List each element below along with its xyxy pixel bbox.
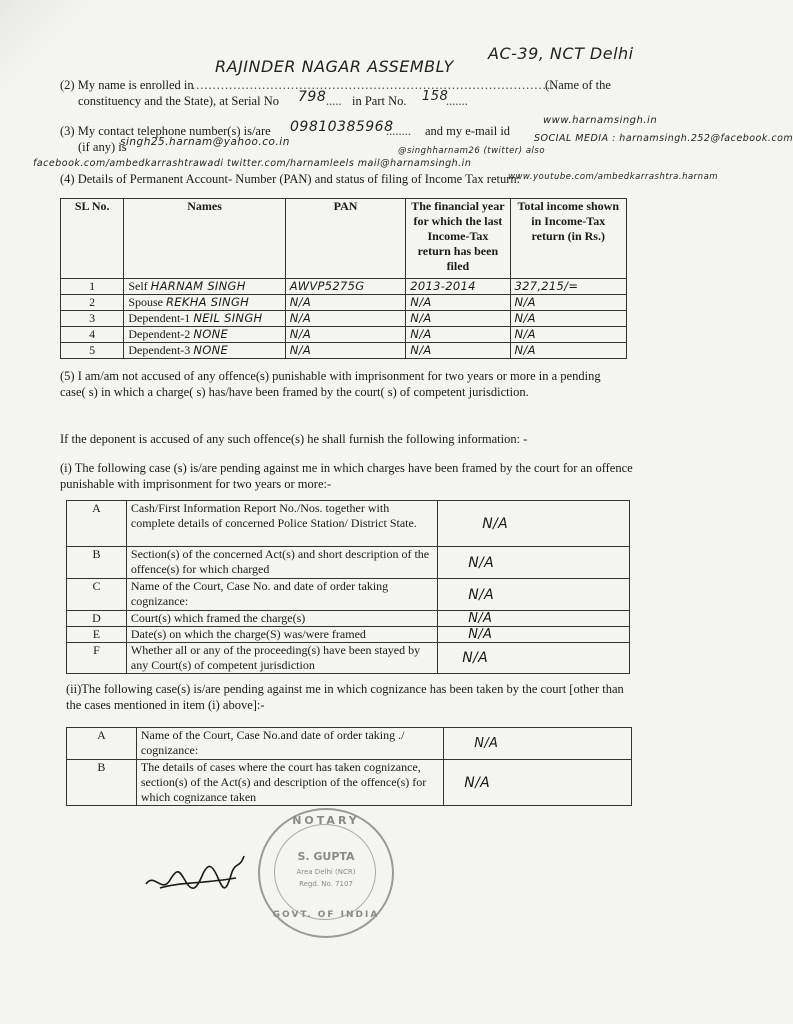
sl-cell: 5 <box>61 343 124 359</box>
row-description: Whether all or any of the proceeding(s) have been stayed by any Court(s) of competent jurisdiction <box>126 643 437 674</box>
notary-seal <box>258 808 394 938</box>
table-row <box>61 311 627 327</box>
seal-name: S. GUPTA <box>297 850 355 863</box>
name-cell <box>124 343 285 359</box>
seal-area: Area Delhi (NCR) <box>296 868 356 876</box>
pan-cell: AWVP5275G <box>285 279 406 295</box>
relation-label: Dependent-2 <box>128 327 191 341</box>
section-ii-heading: (ii)The following case(s) is/are pending against me in which cognizance has been taken by the court [other than the cases mentioned in item (i) above]:- <box>66 682 624 712</box>
table-row <box>67 547 630 579</box>
social-handwritten: SOCIAL MEDIA : harnamsingh.252@facebook.com <box>534 133 793 144</box>
row-key: E <box>67 627 127 643</box>
sl-cell: 3 <box>61 311 124 327</box>
part-label: in Part No. <box>352 94 407 108</box>
income-cell: N/A <box>510 311 627 327</box>
sl-cell: 2 <box>61 295 124 311</box>
row-key: A <box>67 501 127 547</box>
twitter-handwritten: @singhharnam26 (twitter) also <box>398 146 546 156</box>
item2-label: (2) My name is enrolled in <box>60 78 194 92</box>
row-key: F <box>67 643 127 674</box>
row-value: N/A <box>438 627 630 643</box>
dotted-line: ..... <box>326 94 342 108</box>
income-cell: N/A <box>510 295 627 311</box>
row-key: A <box>67 728 137 760</box>
income-cell: N/A <box>510 327 627 343</box>
col-financial-year: The financial year for which the last Income-Tax return has been filed <box>406 199 510 279</box>
phone-handwritten: 09810385968 <box>290 119 394 135</box>
income-cell: N/A <box>510 343 627 359</box>
row-value: N/A <box>438 579 630 611</box>
row-value: N/A <box>438 501 630 547</box>
charges-table <box>66 500 630 674</box>
state-handwritten: AC-39, NCT Delhi <box>488 44 634 63</box>
person-name: NONE <box>193 343 229 357</box>
income-cell: 327,215/= <box>510 279 627 295</box>
col-sl-no: SL No. <box>61 199 124 279</box>
email-handwritten: singh25.harnam@yahoo.co.in <box>120 136 290 148</box>
table-row <box>61 343 627 359</box>
relation-label: Dependent-1 <box>128 311 191 325</box>
table-row <box>67 643 630 674</box>
item5-text: (5) I am/am not accused of any offence(s) punishable with imprisonment for two years or more in a pending case( s) in which a charge( s) has/have been framed by the court( s) of competent jurisdiction. <box>60 369 601 399</box>
section-i-heading: (i) The following case (s) is/are pending against me in which charges have been framed by the court for an offence punishable with imprisonment for two years or more:- <box>60 461 633 491</box>
website-handwritten: www.harnamsingh.in <box>543 115 658 126</box>
row-description: Name of the Court, Case No. and date of order taking cognizance: <box>126 579 437 611</box>
sl-cell: 4 <box>61 327 124 343</box>
pan-table <box>60 198 627 359</box>
social-links-handwritten: facebook.com/ambedkarrashtrawadi twitter.com/harnamleels mail@harnamsingh.in <box>33 158 472 169</box>
item3-label: (3) My contact telephone number(s) is/are <box>60 124 271 138</box>
person-name: NEIL SINGH <box>193 311 263 325</box>
relation-label: Dependent-3 <box>128 343 191 357</box>
row-description: Date(s) on which the charge(S) was/were framed <box>126 627 437 643</box>
seal-top-text: NOTARY <box>292 814 360 827</box>
year-cell: 2013-2014 <box>406 279 510 295</box>
pan-cell: N/A <box>285 295 406 311</box>
year-cell: N/A <box>406 311 510 327</box>
serial-number: 798 <box>298 89 327 105</box>
table-row <box>67 760 632 806</box>
row-key: B <box>67 760 137 806</box>
row-value: N/A <box>438 643 630 674</box>
year-cell: N/A <box>406 343 510 359</box>
row-key: D <box>67 611 127 627</box>
item3-line2: (if any) is <box>78 140 127 154</box>
table-row <box>61 295 627 311</box>
cognizance-table <box>66 727 632 806</box>
relation-label: Self <box>128 279 148 293</box>
pan-cell: N/A <box>285 327 406 343</box>
row-description: The details of cases where the court has taken cognizance, section(s) of the Act(s) and description of the offence(s) for which cognizance taken <box>136 760 443 806</box>
person-name: HARNAM SINGH <box>150 279 246 293</box>
sl-cell: 1 <box>61 279 124 295</box>
table-row <box>61 279 627 295</box>
col-pan: PAN <box>285 199 406 279</box>
row-value: N/A <box>438 547 630 579</box>
col-total-income: Total income shown in Income-Tax return (in Rs.) <box>510 199 627 279</box>
email-label: and my e-mail id <box>425 124 511 138</box>
table-row <box>67 627 630 643</box>
table-row <box>67 579 630 611</box>
row-key: C <box>67 579 127 611</box>
dotted-line: ........ <box>386 124 411 138</box>
part-number: 158 <box>422 89 449 104</box>
pan-cell: N/A <box>285 311 406 327</box>
signature-image <box>140 842 260 902</box>
year-cell: N/A <box>406 327 510 343</box>
item2-line2: constituency and the State), at Serial No <box>78 94 279 108</box>
seal-bottom-text: GOVT. OF INDIA <box>272 910 380 920</box>
table-row <box>61 327 627 343</box>
seal-registration: Regd. No. 7107 <box>299 880 353 888</box>
row-description: Court(s) which framed the charge(s) <box>126 611 437 627</box>
year-cell: N/A <box>406 295 510 311</box>
youtube-handwritten: www.youtube.com/ambedkarrashtra.harnam <box>508 172 719 182</box>
item2-suffix: (Name of the <box>545 78 611 92</box>
row-key: B <box>67 547 127 579</box>
person-name: REKHA SINGH <box>166 295 250 309</box>
name-cell <box>124 279 285 295</box>
pan-table-header <box>61 199 627 279</box>
dotted-line: ....... <box>446 94 468 108</box>
item4-heading: (4) Details of Permanent Account- Number (PAN) and status of filing of Income Tax return: <box>60 172 521 186</box>
name-cell <box>124 295 285 311</box>
row-value: N/A <box>444 728 632 760</box>
row-description: Name of the Court, Case No.and date of order taking ./ cognizance: <box>136 728 443 760</box>
name-cell <box>124 311 285 327</box>
table-row <box>67 611 630 627</box>
deponent-note: If the deponent is accused of any such offence(s) he shall furnish the following information: - <box>60 432 528 446</box>
row-value: N/A <box>444 760 632 806</box>
name-cell <box>124 327 285 343</box>
pan-cell: N/A <box>285 343 406 359</box>
relation-label: Spouse <box>128 295 163 309</box>
table-row <box>67 728 632 760</box>
col-names: Names <box>124 199 285 279</box>
dotted-line: ........................................................................................ <box>192 78 555 92</box>
table-row <box>67 501 630 547</box>
row-description: Cash/First Information Report No./Nos. together with complete details of concerned Police Station/ District State. <box>126 501 437 547</box>
row-value: N/A <box>438 611 630 627</box>
constituency-handwritten: RAJINDER NAGAR ASSEMBLY <box>215 57 454 76</box>
person-name: NONE <box>193 327 229 341</box>
row-description: Section(s) of the concerned Act(s) and short description of the offence(s) for which charged <box>126 547 437 579</box>
